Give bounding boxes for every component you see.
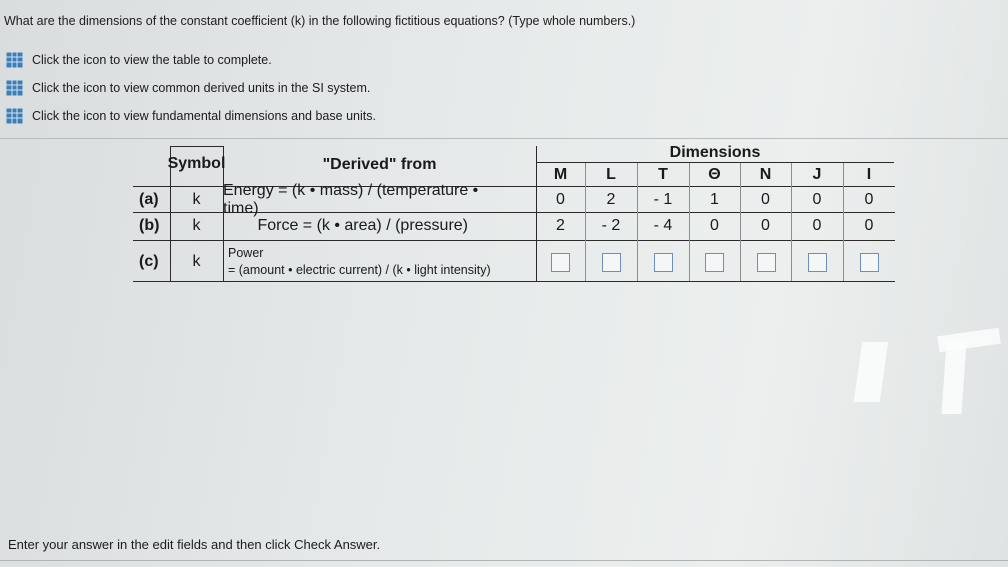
table-rule xyxy=(170,146,223,147)
table-rule xyxy=(133,240,895,241)
dim-value: 1 xyxy=(710,191,719,208)
dim-value: - 4 xyxy=(653,217,673,234)
dim-header-t: T xyxy=(658,166,668,183)
table-rule xyxy=(133,281,895,282)
link-text: Click the icon to view the table to complete. xyxy=(32,53,272,67)
derived-line-2: = (amount • electric current) / (k • light intensity) xyxy=(228,263,491,277)
row-derived: Force = (k • area) / (pressure) xyxy=(257,217,468,234)
dim-value: 0 xyxy=(710,217,719,234)
dimensions-header: Dimensions xyxy=(669,144,761,161)
dim-value: 0 xyxy=(812,191,822,208)
dim-header-n: N xyxy=(759,166,772,183)
row-symbol: k xyxy=(192,217,201,234)
answer-input-theta[interactable] xyxy=(705,253,724,272)
answer-input-l[interactable] xyxy=(602,253,621,272)
row-label: (b) xyxy=(139,217,160,234)
screen-glare xyxy=(941,342,966,414)
table-grid-icon[interactable] xyxy=(6,80,23,96)
dim-header-i: I xyxy=(866,166,872,183)
dim-value: 0 xyxy=(556,191,565,208)
dim-value: 2 xyxy=(606,191,616,208)
symbol-header: Symbol xyxy=(167,155,226,172)
row-symbol: k xyxy=(192,191,201,208)
row-label: (c) xyxy=(139,253,159,270)
dim-header-j: J xyxy=(812,166,822,183)
footer-divider xyxy=(0,560,1008,561)
footer-instructions: Enter your answer in the edit fields and then click Check Answer. xyxy=(8,537,381,552)
question-text: What are the dimensions of the constant coefficient (k) in the following fictitious equations? (Type whole numbers.) xyxy=(4,14,636,28)
dim-value: 0 xyxy=(864,191,874,208)
row-derived: Energy = (k • mass) / (temperature • time) xyxy=(223,182,479,217)
link-text: Click the icon to view common derived units in the SI system. xyxy=(32,81,371,95)
dim-value: 0 xyxy=(761,217,770,234)
row-derived xyxy=(228,245,491,279)
table-link[interactable] xyxy=(6,52,272,68)
dim-value: - 2 xyxy=(601,217,621,234)
table-grid-icon[interactable] xyxy=(6,108,23,124)
derived-header: "Derived" from xyxy=(322,156,437,173)
base-units-link[interactable] xyxy=(6,108,376,124)
answer-input-m[interactable] xyxy=(551,253,570,272)
link-text: Click the icon to view fundamental dimensions and base units. xyxy=(32,109,376,123)
row-symbol: k xyxy=(192,253,201,270)
screen-glare xyxy=(854,342,888,402)
dim-header-m: M xyxy=(553,166,568,183)
dim-value: 2 xyxy=(556,217,565,234)
section-divider xyxy=(0,138,1008,139)
row-label: (a) xyxy=(139,191,159,208)
dim-header-l: L xyxy=(606,166,616,183)
dim-value: 0 xyxy=(812,217,822,234)
derived-line-1: Power xyxy=(228,246,264,260)
derived-units-link[interactable] xyxy=(6,80,370,96)
dim-header-theta: Θ xyxy=(708,166,721,183)
dim-value: 0 xyxy=(761,191,770,208)
dim-value: 0 xyxy=(864,217,874,234)
answer-input-t[interactable] xyxy=(654,253,673,272)
answer-input-i[interactable] xyxy=(860,253,879,272)
table-grid-icon[interactable] xyxy=(6,52,23,68)
dim-value: - 1 xyxy=(653,191,673,208)
answer-input-j[interactable] xyxy=(808,253,827,272)
answer-input-n[interactable] xyxy=(757,253,776,272)
